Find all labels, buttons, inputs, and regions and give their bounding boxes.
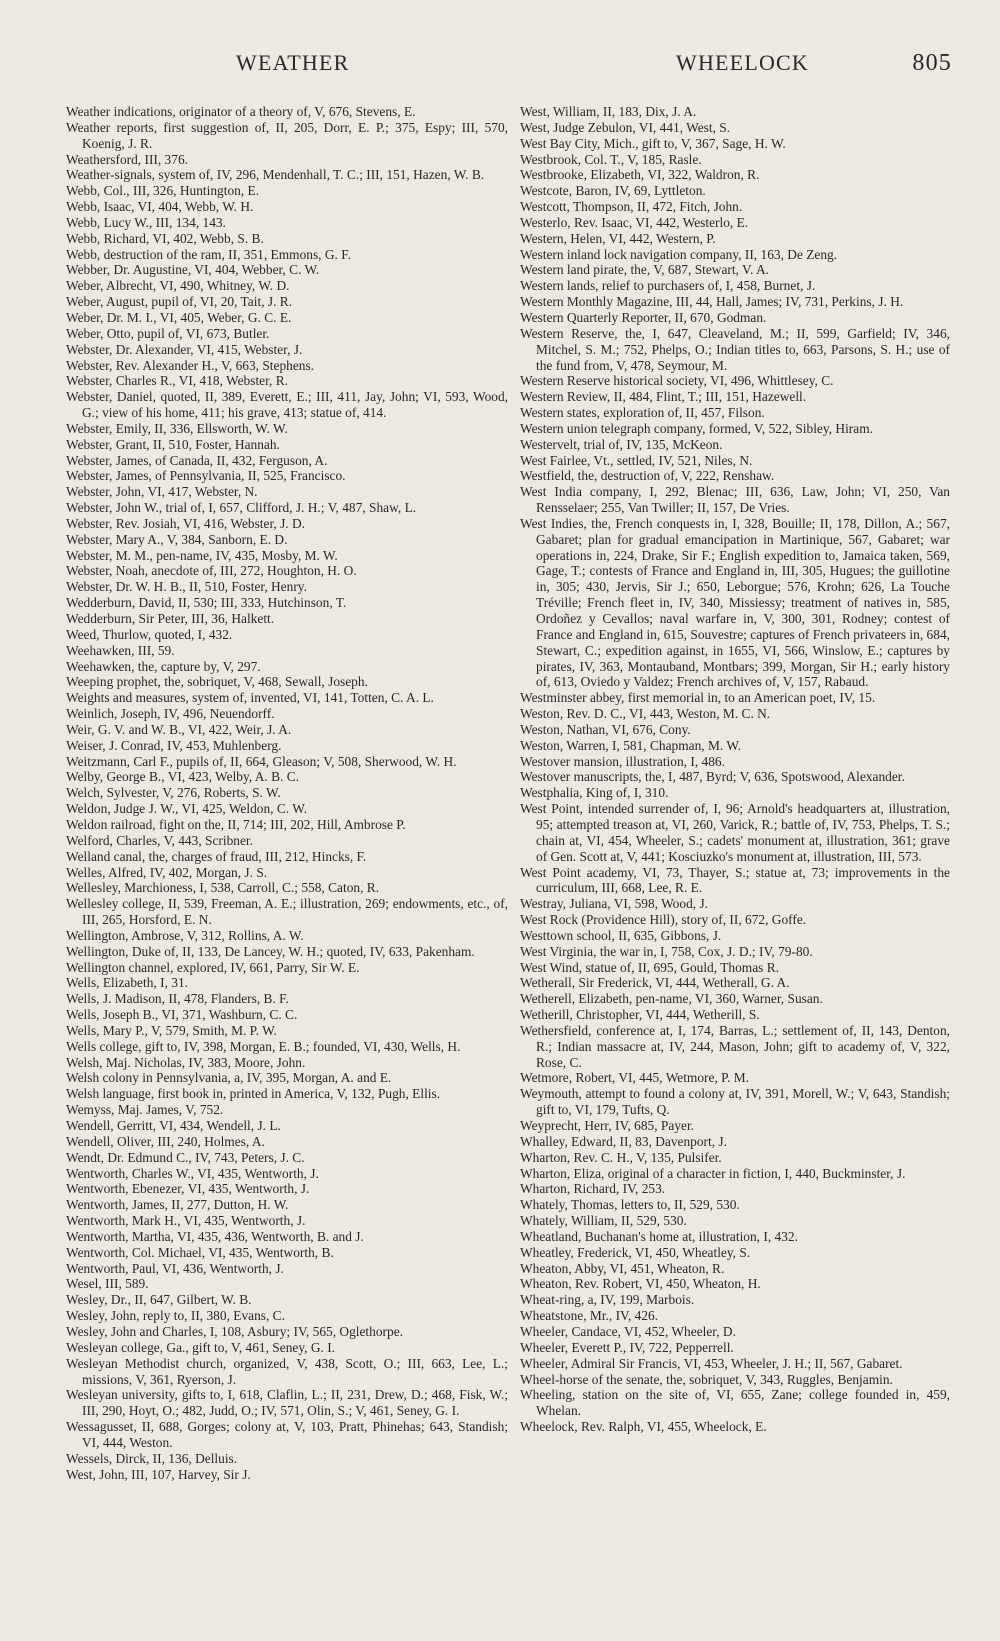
index-entry: Wheat-ring, a, IV, 199, Marbois.: [520, 1292, 695, 1308]
index-entry: Wesley, John, reply to, II, 380, Evans, C.: [66, 1308, 285, 1324]
index-entry: West Fairlee, Vt., settled, IV, 521, Niles, N.: [520, 452, 753, 468]
index-entry: Weston, Rev. D. C., VI, 443, Weston, M. C. N.: [520, 706, 771, 722]
index-entry: Wentworth, Paul, VI, 436, Wentworth, J.: [66, 1260, 284, 1276]
index-entry: Western states, exploration of, II, 457, Filson.: [520, 405, 765, 421]
index-entry: Weldon, Judge J. W., VI, 425, Weldon, C. W.: [66, 801, 307, 817]
index-entry: Western union telegraph company, formed, V, 522, Sibley, Hiram.: [520, 420, 873, 436]
right-index-column: [520, 104, 950, 1435]
index-entry: Weldon railroad, fight on the, II, 714; III, 202, Hill, Ambrose P.: [66, 816, 406, 832]
index-entry: Webster, John, VI, 417, Webster, N.: [66, 484, 258, 500]
index-entry: Webster, Charles R., VI, 418, Webster, R.: [66, 373, 289, 389]
index-entry: Westerlo, Rev. Isaac, VI, 442, Westerlo, E.: [520, 214, 749, 230]
index-entry: Welland canal, the, charges of fraud, III, 212, Hincks, F.: [66, 848, 367, 864]
index-entry: Weehawken, III, 59.: [66, 642, 175, 658]
index-entry: West, John, III, 107, Harvey, Sir J.: [66, 1466, 251, 1482]
index-entry: Welsh language, first book in, printed in America, V, 132, Pugh, Ellis.: [66, 1086, 441, 1102]
index-entry: Western Monthly Magazine, III, 44, Hall, James; IV, 731, Perkins, J. H.: [520, 294, 904, 310]
index-entry: Western, Helen, VI, 442, Western, P.: [520, 230, 716, 246]
index-entry: Wellington, Duke of, II, 133, De Lancey, W. H.; quoted, IV, 633, Pakenham.: [66, 943, 475, 959]
index-entry: Weather indications, originator of a theory of, V, 676, Stevens, E.: [66, 104, 416, 119]
index-entry: Weston, Nathan, VI, 676, Cony.: [520, 721, 691, 737]
index-entry: Wells, J. Madison, II, 478, Flanders, B. F.: [66, 991, 289, 1007]
index-entry: Wedderburn, David, II, 530; III, 333, Hutchinson, T.: [66, 595, 347, 611]
index-entry: Webster, James, of Pennsylvania, II, 525, Francisco.: [66, 468, 346, 484]
index-entry: Webb, Col., III, 326, Huntington, E.: [66, 183, 260, 199]
index-entry: Westtown school, II, 635, Gibbons, J.: [520, 927, 722, 943]
index-entry: Wentworth, Col. Michael, VI, 435, Wentworth, B.: [66, 1244, 334, 1260]
index-entry: Weather-signals, system of, IV, 296, Mendenhall, T. C.; III, 151, Hazen, W. B.: [66, 167, 485, 183]
index-entry: Wentworth, Ebenezer, VI, 435, Wentworth, J.: [66, 1181, 310, 1197]
index-entry: Wells, Elizabeth, I, 31.: [66, 975, 189, 991]
index-entry: Wheeling, station on the site of, VI, 655, Zane; college founded in, 459, Whelan.: [520, 1387, 950, 1419]
index-entry: Wendt, Dr. Edmund C., IV, 743, Peters, J. C.: [66, 1149, 305, 1165]
index-entry: Wessels, Dirck, II, 136, Delluis.: [66, 1450, 238, 1466]
index-entry: Westray, Juliana, VI, 598, Wood, J.: [520, 896, 709, 912]
index-entry: Wharton, Eliza, original of a character in fiction, I, 440, Buckminster, J.: [520, 1165, 906, 1181]
index-entry: Webb, Isaac, VI, 404, Webb, W. H.: [66, 199, 254, 215]
index-entry: Wheaton, Abby, VI, 451, Wheaton, R.: [520, 1260, 725, 1276]
index-entry: Westbrooke, Elizabeth, VI, 322, Waldron, R.: [520, 167, 760, 183]
index-entry: Wesleyan Methodist church, organized, V, 438, Scott, O.; III, 663, Lee, L.; missions, V, 361, Ryerson, J.: [66, 1355, 508, 1387]
index-entry: Wesley, Dr., II, 647, Gilbert, W. B.: [66, 1292, 252, 1308]
index-entry: Western Reserve, the, I, 647, Cleaveland, M.; II, 599, Garfield; IV, 346, Mitchel, S. M.; 752, Phelps, O.; Indian titles to, 663, Parsons, S. H.; use of the fund from, V, 478, Seymour, M.: [520, 325, 950, 373]
index-entry: Western inland lock navigation company, II, 163, De Zeng.: [520, 246, 838, 262]
index-entry: Westphalia, King of, I, 310.: [520, 785, 669, 801]
index-entry: West India company, I, 292, Blenac; III, 636, Law, John; VI, 250, Van Rensselaer; 255, Van Twiller; II, 157, De Vries.: [520, 484, 950, 516]
index-entry: Weeping prophet, the, sobriquet, V, 468, Sewall, Joseph.: [66, 674, 368, 690]
index-entry: Weathersford, III, 376.: [66, 151, 188, 167]
index-entry: Wheatland, Buchanan's home at, illustration, I, 432.: [520, 1228, 798, 1244]
index-entry: Webster, Dr. Alexander, VI, 415, Webster, J.: [66, 341, 303, 357]
index-entry: Weiser, J. Conrad, IV, 453, Muhlenberg.: [66, 737, 282, 753]
index-entry: Wells college, gift to, IV, 398, Morgan, E. B.; founded, VI, 430, Wells, H.: [66, 1038, 461, 1054]
index-entry: Wellesley college, II, 539, Freeman, A. E.; illustration, 269; endowments, etc., of, III, 265, Horsford, E. N.: [66, 896, 508, 928]
index-entry: Wetmore, Robert, VI, 445, Wetmore, P. M.: [520, 1070, 750, 1086]
index-entry: Weymouth, attempt to found a colony at, IV, 391, Morell, W.; V, 643, Standish; gift to, VI, 179, Tufts, Q.: [520, 1086, 950, 1118]
index-entry: Wedderburn, Sir Peter, III, 36, Halkett.: [66, 611, 275, 626]
index-entry: West, Judge Zebulon, VI, 441, West, S.: [520, 119, 731, 135]
index-entry: Wendell, Oliver, III, 240, Holmes, A.: [66, 1133, 265, 1149]
running-head-first-word: WEATHER: [236, 50, 350, 75]
page-number: 805: [912, 50, 952, 76]
index-entry: West Virginia, the war in, I, 758, Cox, J. D.; IV, 79-80.: [520, 943, 813, 959]
index-entry: Webster, Daniel, quoted, II, 389, Everett, E.; III, 411, Jay, John; VI, 593, Wood, G.; view of his home, 411; his grave, 413; statue of, 414.: [66, 389, 508, 421]
index-entry: West, William, II, 183, Dix, J. A.: [520, 104, 697, 119]
index-entry: Webster, Dr. W. H. B., II, 510, Foster, Henry.: [66, 579, 307, 595]
index-entry: Wells, Mary P., V, 579, Smith, M. P. W.: [66, 1022, 277, 1038]
index-entry: Webster, Noah, anecdote of, III, 272, Houghton, H. O.: [66, 563, 357, 579]
index-entry: Westover manuscripts, the, I, 487, Byrd; V, 636, Spotswood, Alexander.: [520, 769, 905, 785]
index-entry: Whalley, Edward, II, 83, Davenport, J.: [520, 1133, 727, 1149]
index-entry: Wesleyan university, gifts to, I, 618, Claflin, L.; II, 231, Drew, D.; 468, Fisk, W.; III, 290, Hoyt, O.; 482, Judd, O.; IV, 571, Olin, S.; V, 461, Seney, G. I.: [66, 1387, 508, 1419]
index-entry: Wheatley, Frederick, VI, 450, Wheatley, S.: [520, 1244, 751, 1260]
index-entry: Wellington channel, explored, IV, 661, Parry, Sir W. E.: [66, 959, 360, 975]
index-entry: Wells, Joseph B., VI, 371, Washburn, C. C.: [66, 1007, 298, 1023]
index-entry: Western land pirate, the, V, 687, Stewart, V. A.: [520, 262, 769, 278]
index-entry: Weights and measures, system of, invented, VI, 141, Totten, C. A. L.: [66, 690, 434, 706]
running-head: [66, 50, 952, 84]
index-entry: Weinlich, Joseph, IV, 496, Neuendorff.: [66, 706, 275, 722]
index-entry: Wheelock, Rev. Ralph, VI, 455, Wheelock, E.: [520, 1419, 767, 1435]
index-entry: Wentworth, Mark H., VI, 435, Wentworth, J.: [66, 1213, 306, 1229]
index-entry: Webb, Lucy W., III, 134, 143.: [66, 214, 226, 230]
index-entry: Wemyss, Maj. James, V, 752.: [66, 1102, 224, 1118]
index-entry: Weehawken, the, capture by, V, 297.: [66, 658, 261, 674]
index-entry: Weather reports, first suggestion of, II, 205, Dorr, E. P.; 375, Espy; III, 570, Koenig, J. R.: [66, 119, 508, 151]
index-entry: Wharton, Richard, IV, 253.: [520, 1181, 666, 1197]
index-entry: West Bay City, Mich., gift to, V, 367, Sage, H. W.: [520, 135, 786, 151]
index-entry: Welsh colony in Pennsylvania, a, IV, 395, Morgan, A. and E.: [66, 1070, 392, 1086]
index-entry: Webster, Rev. Alexander H., V, 663, Stephens.: [66, 357, 315, 373]
index-entry: West Indies, the, French conquests in, I, 328, Bouille; II, 178, Dillon, A.; 567, Gabaret; plan for gradual emancipation in Martinique, 567, Gabaret; war operations in, 224, Drake, Sir F.; English expedition to, Jamaica taken, 569, Gage, T.; contests of France and England in, III, 305, Hugues; the guillotine in, 305; 430, Jervis, Sir J.; 650, Leborgue; 576, Krohn; 626, La Touche Tréville; French fleet in, IV, 340, Missiessy; treatment of natives in, 585, Ordoñez y Cevallos; naval warfare in, V, 300, 301, Rodney; contest of France and England in, 615, Souvestre; captures of French privateers in, 684, Stewart, C.; expedition against, in 1655, VI, 566, Winslow, E.; captures by pirates, IV, 363, Montauband, Montbars; 399, Morgan, Sir H.; early history of, 613, Oviedo y Valdez; French archives of, V, 157, Rabaud.: [520, 515, 950, 690]
index-entry: West Rock (Providence Hill), story of, II, 672, Goffe.: [520, 912, 807, 928]
index-entry: Webster, M. M., pen-name, IV, 435, Mosby, M. W.: [66, 547, 338, 563]
index-entry: Whately, Thomas, letters to, II, 529, 530.: [520, 1197, 740, 1213]
index-entry: Wheeler, Admiral Sir Francis, VI, 453, Wheeler, J. H.; II, 567, Gabaret.: [520, 1355, 903, 1371]
index-entry: Wesley, John and Charles, I, 108, Asbury; IV, 565, Oglethorpe.: [66, 1323, 403, 1339]
index-entry: Westcott, Thompson, II, 472, Fitch, John.: [520, 199, 743, 215]
index-entry: Wheaton, Rev. Robert, VI, 450, Wheaton, H.: [520, 1276, 761, 1292]
index-entry: West Wind, statue of, II, 695, Gould, Thomas R.: [520, 959, 779, 975]
index-entry: Wessagusset, II, 688, Gorges; colony at, V, 103, Pratt, Phinehas; 643, Standish; VI, 444, Weston.: [66, 1419, 508, 1450]
index-entry: Wentworth, James, II, 277, Dutton, H. W.: [66, 1197, 289, 1213]
index-entry: Wesleyan college, Ga., gift to, V, 461, Seney, G. I.: [66, 1339, 336, 1355]
index-entry: Wesel, III, 589.: [66, 1276, 149, 1292]
index-entry: Wellesley, Marchioness, I, 538, Carroll, C.; 558, Caton, R.: [66, 880, 380, 896]
index-entry: Wentworth, Charles W., VI, 435, Wentworth, J.: [66, 1165, 319, 1181]
index-entry: Welles, Alfred, IV, 402, Morgan, J. S.: [66, 864, 268, 880]
index-entry: Western lands, relief to purchasers of, I, 458, Burnet, J.: [520, 278, 816, 294]
index-entry: Wharton, Rev. C. H., V, 135, Pulsifer.: [520, 1149, 722, 1165]
index-entry: Weyprecht, Herr, IV, 685, Payer.: [520, 1118, 695, 1133]
index-entry: West Point, intended surrender of, I, 96; Arnold's headquarters at, illustration, 95; attempted treason at, VI, 260, Varick, R.; battle of, IV, 753, Phelps, T. S.; chain at, VI, 454, Wheeler, S.; cadets' monument at, illustration, 361; grave of Gen. Scott at, V, 441; Kosciuzko's monument at, illustration, III, 573.: [520, 801, 950, 864]
index-entry: West Point academy, VI, 73, Thayer, S.; statue at, 73; improvements in the curriculum, III, 668, Lee, R. E.: [520, 864, 950, 896]
index-entry: Wethersfield, conference at, I, 174, Barras, L.; settlement of, II, 143, Denton, R.; Indian massacre at, IV, 244, Mason, John; gift to academy of, V, 322, Rose, C.: [520, 1022, 950, 1070]
index-entry: Wheatstone, Mr., IV, 426.: [520, 1308, 659, 1324]
index-entry: Webb, destruction of the ram, II, 351, Emmons, G. F.: [66, 246, 351, 262]
index-entry: Weber, August, pupil of, VI, 20, Tait, J. R.: [66, 294, 293, 310]
index-entry: Wetherill, Christopher, VI, 444, Wetherill, S.: [520, 1007, 760, 1023]
index-entry: Wheeler, Candace, VI, 452, Wheeler, D.: [520, 1323, 736, 1339]
index-entry: Webb, Richard, VI, 402, Webb, S. B.: [66, 230, 264, 246]
index-entry: Weston, Warren, I, 581, Chapman, M. W.: [520, 737, 742, 753]
index-entry: Weber, Otto, pupil of, VI, 673, Butler.: [66, 325, 270, 341]
index-entry: Whately, William, II, 529, 530.: [520, 1213, 687, 1229]
index-entry: Wentworth, Martha, VI, 435, 436, Wentworth, B. and J.: [66, 1228, 364, 1244]
index-entry: Webster, Emily, II, 336, Ellsworth, W. W.: [66, 420, 288, 436]
index-entry: Wellington, Ambrose, V, 312, Rollins, A. W.: [66, 927, 304, 943]
index-entry: Western Review, II, 484, Flint, T.; III, 151, Hazewell.: [520, 389, 807, 405]
index-entry: Wendell, Gerritt, VI, 434, Wendell, J. L.: [66, 1118, 281, 1133]
index-entry: Westcote, Baron, IV, 69, Lyttleton.: [520, 183, 706, 199]
index-entry: Weir, G. V. and W. B., VI, 422, Weir, J. A.: [66, 721, 292, 737]
index-entry: Westfield, the, destruction of, V, 222, Renshaw.: [520, 468, 775, 484]
index-entry: Weitzmann, Carl F., pupils of, II, 664, Gleason; V, 508, Sherwood, W. H.: [66, 753, 457, 769]
left-index-column: [66, 104, 508, 1482]
index-entry: Western Reserve historical society, VI, 496, Whittlesey, C.: [520, 373, 834, 389]
index-entry: Wheeler, Everett P., IV, 722, Pepperrell.: [520, 1339, 734, 1355]
index-entry: Webster, John W., trial of, I, 657, Clifford, J. H.; V, 487, Shaw, L.: [66, 500, 417, 516]
index-entry: Welch, Sylvester, V, 276, Roberts, S. W.: [66, 785, 281, 801]
index-entry: Weed, Thurlow, quoted, I, 432.: [66, 626, 233, 642]
index-entry: Webster, James, of Canada, II, 432, Ferguson, A.: [66, 452, 328, 468]
index-entry: Webster, Mary A., V, 384, Sanborn, E. D.: [66, 531, 288, 547]
index-entry: Webster, Grant, II, 510, Foster, Hannah.: [66, 436, 280, 452]
index-entry: Welford, Charles, V, 443, Scribner.: [66, 832, 253, 848]
index-entry: Weber, Albrecht, VI, 490, Whitney, W. D.: [66, 278, 290, 294]
index-entry: Wetherall, Sir Frederick, VI, 444, Wetherall, G. A.: [520, 975, 790, 991]
index-entry: Westminster abbey, first memorial in, to an American poet, IV, 15.: [520, 690, 876, 706]
index-entry: Westbrook, Col. T., V, 185, Rasle.: [520, 151, 702, 167]
index-entry: Webber, Dr. Augustine, VI, 404, Webber, C. W.: [66, 262, 320, 278]
index-entry: Westervelt, trial of, IV, 135, McKeon.: [520, 436, 723, 452]
index-entry: Welby, George B., VI, 423, Welby, A. B. C.: [66, 769, 300, 785]
index-entry: Webster, Rev. Josiah, VI, 416, Webster, J. D.: [66, 515, 306, 531]
index-entry: Wheel-horse of the senate, the, sobriquet, V, 343, Ruggles, Benjamin.: [520, 1371, 893, 1387]
index-entry: Welsh, Maj. Nicholas, IV, 383, Moore, John.: [66, 1054, 306, 1070]
index-entry: Westover mansion, illustration, I, 486.: [520, 753, 725, 769]
index-entry: Western Quarterly Reporter, II, 670, Godman.: [520, 309, 767, 325]
running-head-last-word: WHEELOCK: [676, 50, 810, 75]
index-entry: Wetherell, Elizabeth, pen-name, VI, 360, Warner, Susan.: [520, 991, 823, 1007]
index-entry: Weber, Dr. M. I., VI, 405, Weber, G. C. E.: [66, 309, 292, 325]
